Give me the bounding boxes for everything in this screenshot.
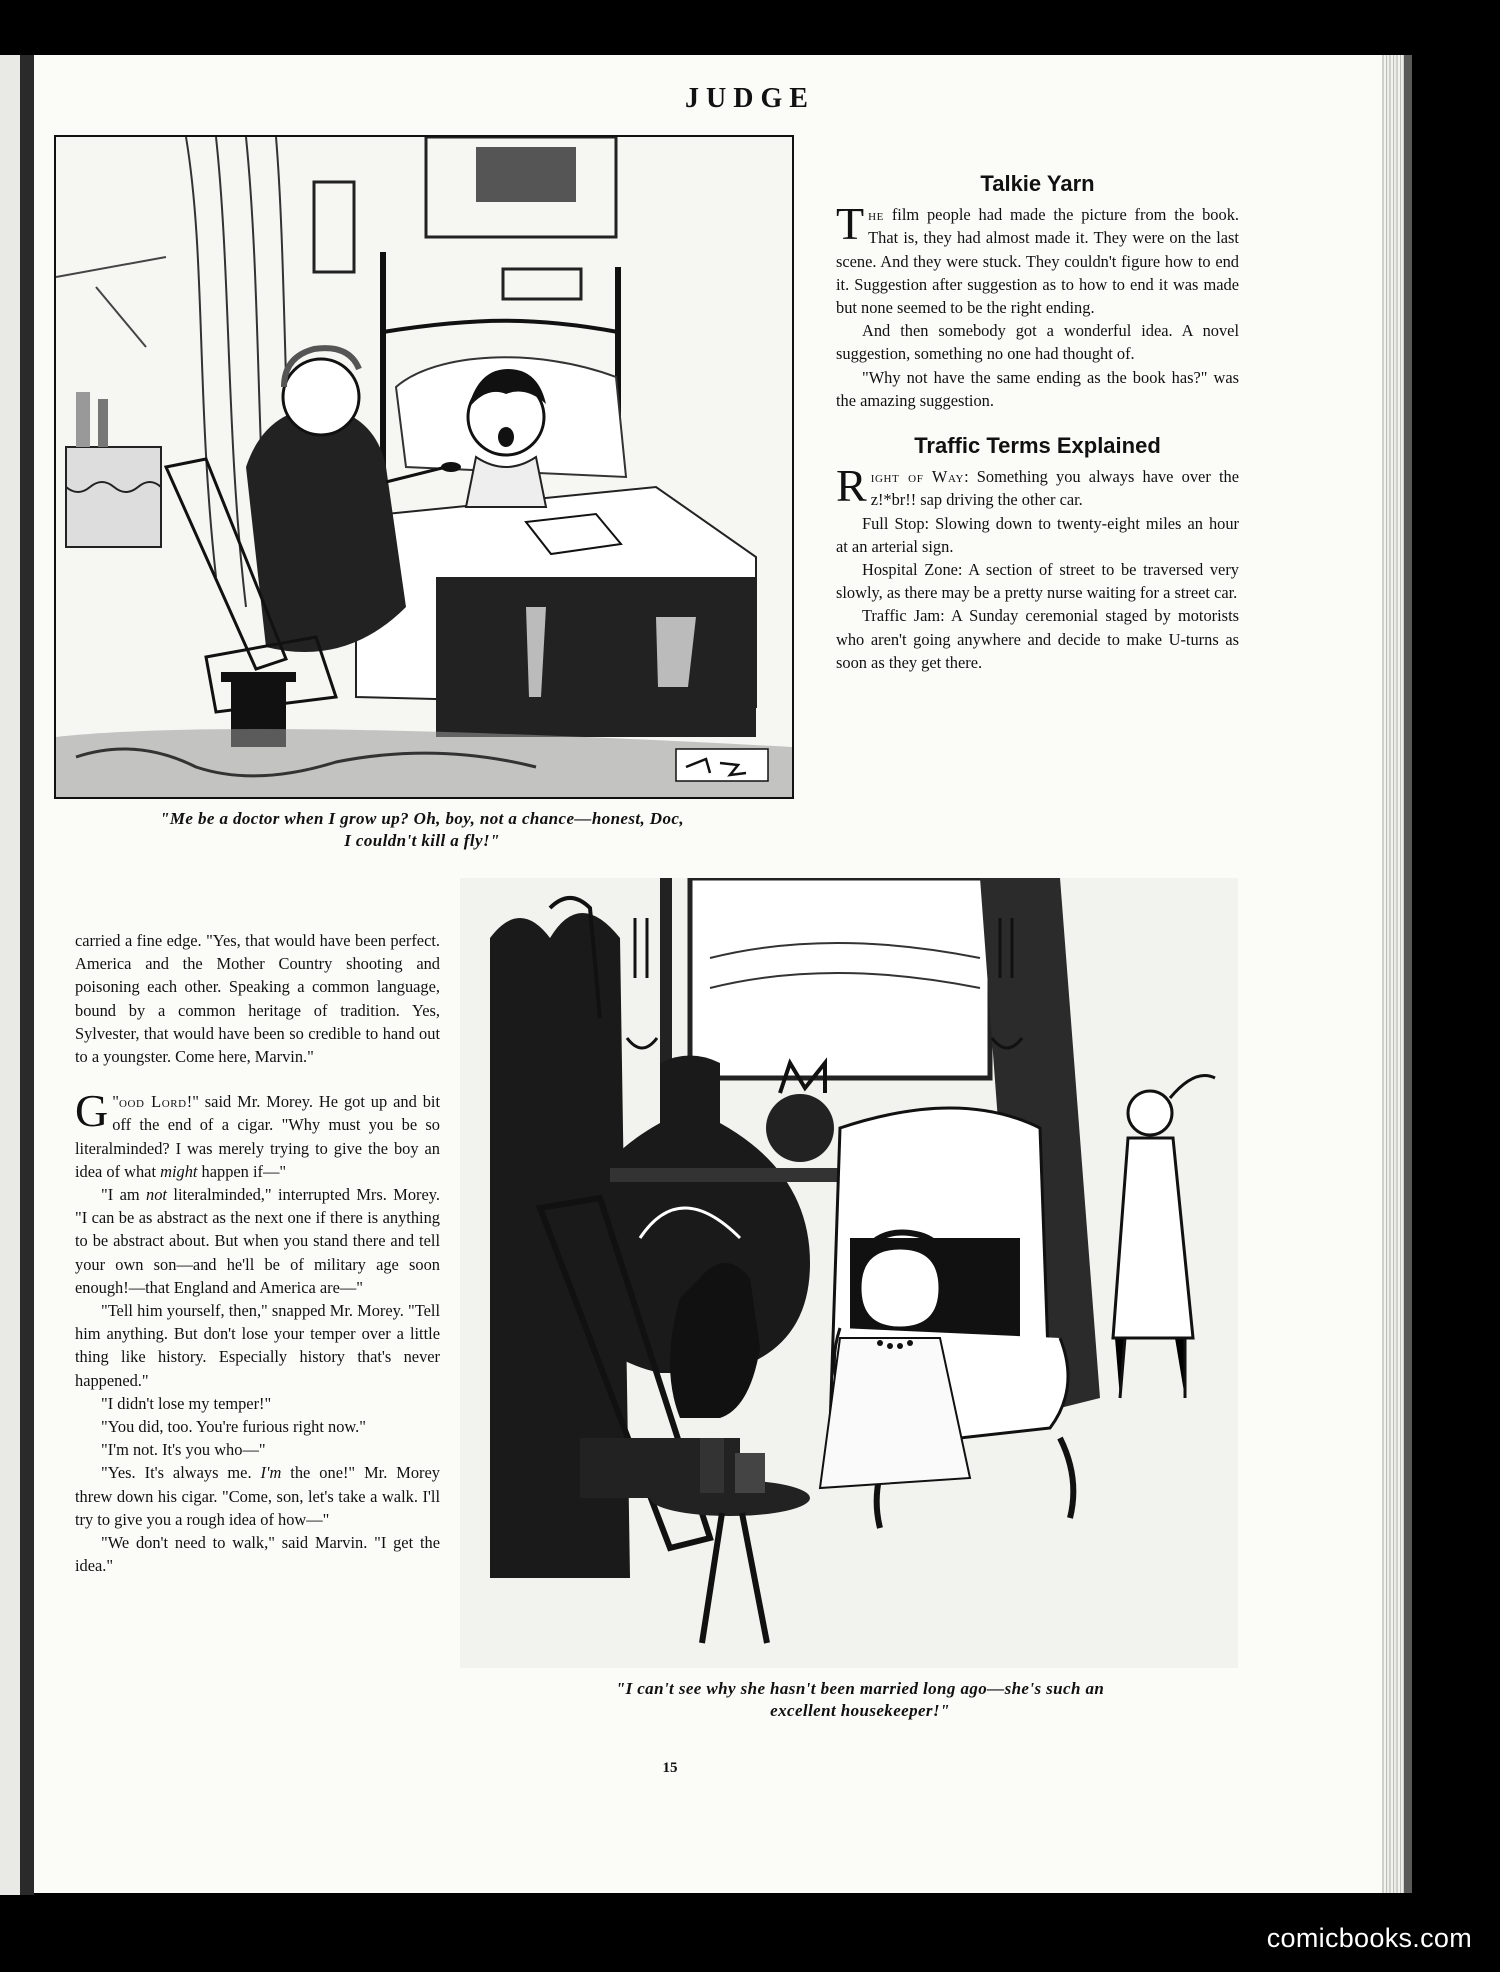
emphasis: might (160, 1161, 198, 1181)
emphasis: I'm (260, 1463, 282, 1483)
drop-cap: G (75, 1085, 109, 1137)
small-caps-lead: ood Lord (118, 1092, 187, 1112)
story-paragraph: "I didn't lose my temper!" (101, 1393, 272, 1413)
emphasis: not (146, 1185, 167, 1205)
paragraph-text: happen if—" (197, 1161, 287, 1181)
traffic-terms-paragraph: Full Stop: Slowing down to twenty-eight miles an hour at an arterial sign. (836, 513, 1239, 556)
story-paragraph: "You did, too. You're furious right now." (101, 1417, 366, 1437)
traffic-terms-section (836, 434, 1239, 674)
talkie-yarn-heading: Talkie Yarn (980, 171, 1095, 196)
story-paragraph (75, 1183, 440, 1299)
parlor-cartoon-illustration (460, 878, 1238, 1668)
previous-page-edge (0, 55, 34, 1895)
paragraph-text: "Yes. It's always me. (101, 1463, 261, 1483)
story-paragraph: "I'm not. It's you who—" (101, 1440, 266, 1460)
paragraph-text: "I am (101, 1185, 147, 1205)
story-column (75, 929, 440, 1577)
drop-cap: T (836, 198, 865, 250)
talkie-yarn-paragraph: "Why not have the same ending as the book has?" was the amazing suggestion. (836, 367, 1239, 410)
story-paragraph: carried a fine edge. "Yes, that would have been perfect. America and the Mother Country shooting and poisoning each other. Speaking a common language, bound by a common heritage of tradition. Yes, Sylvester, that would have been so credible to hand out to a youngster. Come here, Marvin." (75, 931, 440, 1067)
paragraph-text: !" said Mr. Morey. He got up and bit off the end of a cigar. "Why must you be so literalminded? I was merely trying to give the boy an idea of what (75, 1092, 440, 1181)
small-caps-lead: ight of Way (870, 467, 965, 487)
running-head: JUDGE (685, 83, 815, 114)
paragraph-text: literalminded," interrupted Mrs. Morey. "I can be as abstract as the next one if there is anything to be abstract about. But when you stand there and tell your own son—and he'll be of military age soon enough!—that England and America are—" (75, 1185, 441, 1297)
story-paragraph (75, 1461, 440, 1531)
talkie-yarn-paragraph: And then somebody got a wonderful idea. A novel suggestion, something no one had thought of. (836, 321, 1239, 364)
right-column (836, 172, 1239, 674)
paragraph-text: film people had made the picture from the book. That is, they had almost made it. They were on the last scene. And they were stuck. They couldn't figure how to end it. Suggestion after suggestion as to how to end it was made but none seemed to be the right ending. (836, 205, 1239, 318)
traffic-terms-paragraph (836, 460, 1239, 512)
paragraph-text: : Something you always have over the z!*br!! sap driving the other car. (870, 467, 1239, 510)
caption-line: "Me be a doctor when I grow up? Oh, boy, not a chance—honest, Doc, (160, 809, 684, 828)
quote-mark: " (112, 1092, 119, 1112)
story-paragraph: "Tell him yourself, then," snapped Mr. Morey. "Tell him anything. But don't lose your temper over a little thing like history. Especially history that's never happened." (75, 1301, 440, 1390)
story-paragraph: "We don't need to walk," said Marvin. "I get the idea." (75, 1533, 440, 1576)
caption-line: excellent housekeeper!" (770, 1701, 950, 1720)
parlor-cartoon-caption (500, 1678, 1220, 1722)
doctor-cartoon-caption (54, 808, 790, 852)
source-watermark: comicbooks.com (1266, 1923, 1472, 1953)
paragraph-text: the one!" Mr. Morey threw down his cigar. "Come, son, let's take a walk. I'll try to give you a rough idea of how—" (75, 1463, 440, 1529)
doctor-cartoon-illustration (54, 135, 794, 799)
page-stack-edges (1382, 55, 1404, 1893)
caption-line: I couldn't kill a fly!" (344, 831, 500, 850)
story-paragraph (75, 1085, 440, 1183)
caption-line: "I can't see why she hasn't been married long ago—she's such an (615, 1679, 1105, 1698)
small-caps-lead: he (868, 205, 884, 225)
drop-cap: R (836, 460, 867, 512)
book-edge-shadow (1404, 55, 1412, 1893)
page-number: 15 (662, 1760, 678, 1776)
traffic-terms-paragraph: Hospital Zone: A section of street to be traversed very slowly, as there may be a pretty nurse waiting for a street car. (836, 560, 1239, 603)
traffic-terms-paragraph: Traffic Jam: A Sunday ceremonial staged by motorists who aren't going anywhere and decide to make U-turns as soon as they get there. (836, 606, 1239, 672)
traffic-terms-heading: Traffic Terms Explained (914, 433, 1161, 459)
talkie-yarn-paragraph (836, 198, 1239, 319)
